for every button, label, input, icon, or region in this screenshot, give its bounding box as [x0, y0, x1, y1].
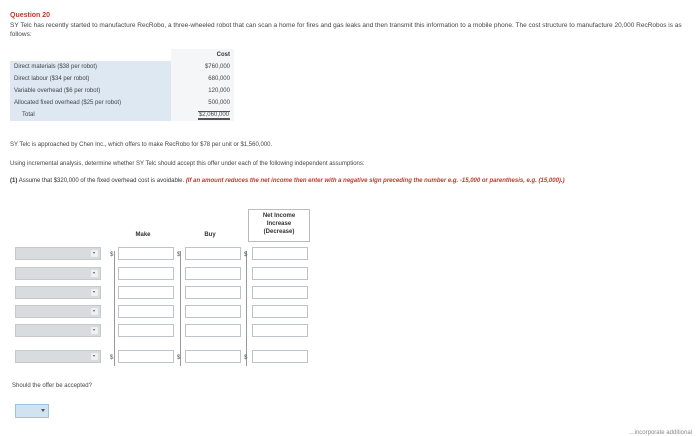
currency-symbol: $	[110, 355, 114, 361]
buy-input[interactable]	[185, 324, 241, 337]
offer-text: SY Telc is approached by Chen Inc., which offers to make RecRobo for $78 per unit or $1,560,000.	[10, 142, 273, 148]
chevron-down-icon	[91, 327, 98, 334]
total-select[interactable]	[15, 350, 101, 363]
make-input[interactable]	[118, 247, 174, 260]
make-total-input[interactable]	[118, 350, 174, 363]
total-row	[10, 109, 234, 121]
row-value: 120,000	[171, 85, 234, 97]
buy-input[interactable]	[185, 247, 241, 260]
table-row	[10, 61, 234, 73]
chevron-down-icon	[41, 409, 45, 412]
currency-symbol: $	[110, 252, 114, 258]
total-amount: $2,060,000	[198, 112, 229, 118]
net-income-total-input[interactable]	[252, 350, 308, 363]
col-net-line3: (Decrease)	[263, 229, 295, 235]
grid-line	[246, 251, 247, 366]
row-value: $760,000	[171, 61, 234, 73]
row-value: 500,000	[171, 97, 234, 109]
currency-symbol: $	[244, 252, 248, 258]
question-intro: SY Telc has recently started to manufacture RecRobo, a three-wheeled robot that can scan a home for fires and gas leaks and then transmit this information to a mobile phone. The cost structure to manufacture 20,000 RecRobos is as follows:	[10, 22, 682, 38]
item-select[interactable]	[15, 324, 101, 337]
buy-input[interactable]	[185, 286, 241, 299]
currency-symbol: $	[177, 252, 181, 258]
col-make-header: Make	[135, 232, 151, 238]
col-net-header	[248, 209, 310, 242]
net-income-input[interactable]	[252, 324, 308, 337]
cost-header: Cost	[171, 49, 234, 61]
item-select[interactable]	[15, 305, 101, 318]
assumption-hint: (If an amount reduces the net income then enter with a negative sign preceding the number e.g. -15,000 or parenthesis, e.g. (15,000).)	[185, 178, 565, 184]
net-income-input[interactable]	[252, 247, 308, 260]
grid-line	[180, 251, 181, 366]
net-income-input[interactable]	[252, 267, 308, 280]
make-input[interactable]	[118, 286, 174, 299]
total-label: Total	[10, 109, 171, 121]
row-label: Direct labour ($34 per robot)	[10, 73, 171, 85]
currency-symbol: $	[244, 355, 248, 361]
total-value	[171, 109, 234, 121]
footer-partial-text: ...incorporate additional	[629, 430, 692, 436]
chevron-down-icon	[91, 308, 98, 315]
item-select[interactable]	[15, 286, 101, 299]
approach-text: Using incremental analysis, determine whether SY Telc should accept this offer under each of the following independent assumptions:	[10, 161, 365, 167]
assumption-number: (1)	[10, 178, 18, 184]
table-row	[10, 73, 234, 85]
buy-total-input[interactable]	[185, 350, 241, 363]
cost-table	[10, 49, 234, 121]
chevron-down-icon	[91, 270, 98, 277]
assumption-body: Assume that $320,000 of the fixed overhead cost is avoidable.	[18, 178, 185, 184]
chevron-down-icon	[91, 353, 98, 360]
make-input[interactable]	[118, 267, 174, 280]
currency-symbol: $	[177, 355, 181, 361]
assumption-text	[10, 177, 690, 186]
col-net-line1: Net Income	[262, 213, 296, 219]
make-input[interactable]	[118, 305, 174, 318]
accept-question: Should the offer be accepted?	[12, 383, 92, 389]
row-label: Allocated fixed overhead ($25 per robot)	[10, 97, 171, 109]
col-net-line2: Increase	[266, 221, 292, 227]
chevron-down-icon	[91, 250, 98, 257]
grid-line	[114, 251, 115, 366]
table-row	[10, 97, 234, 109]
row-label: Direct materials ($38 per robot)	[10, 61, 171, 73]
row-label: Variable overhead ($6 per robot)	[10, 85, 171, 97]
net-income-input[interactable]	[252, 305, 308, 318]
buy-input[interactable]	[185, 267, 241, 280]
question-title: Question 20	[10, 12, 51, 19]
item-select[interactable]	[15, 247, 101, 260]
col-buy-header: Buy	[204, 232, 216, 238]
chevron-down-icon	[91, 289, 98, 296]
buy-input[interactable]	[185, 305, 241, 318]
make-input[interactable]	[118, 324, 174, 337]
table-row	[10, 85, 234, 97]
row-value: 680,000	[171, 73, 234, 85]
item-select[interactable]	[15, 267, 101, 280]
accept-offer-select[interactable]	[15, 404, 49, 418]
net-income-input[interactable]	[252, 286, 308, 299]
cost-table-spacer	[10, 49, 171, 61]
